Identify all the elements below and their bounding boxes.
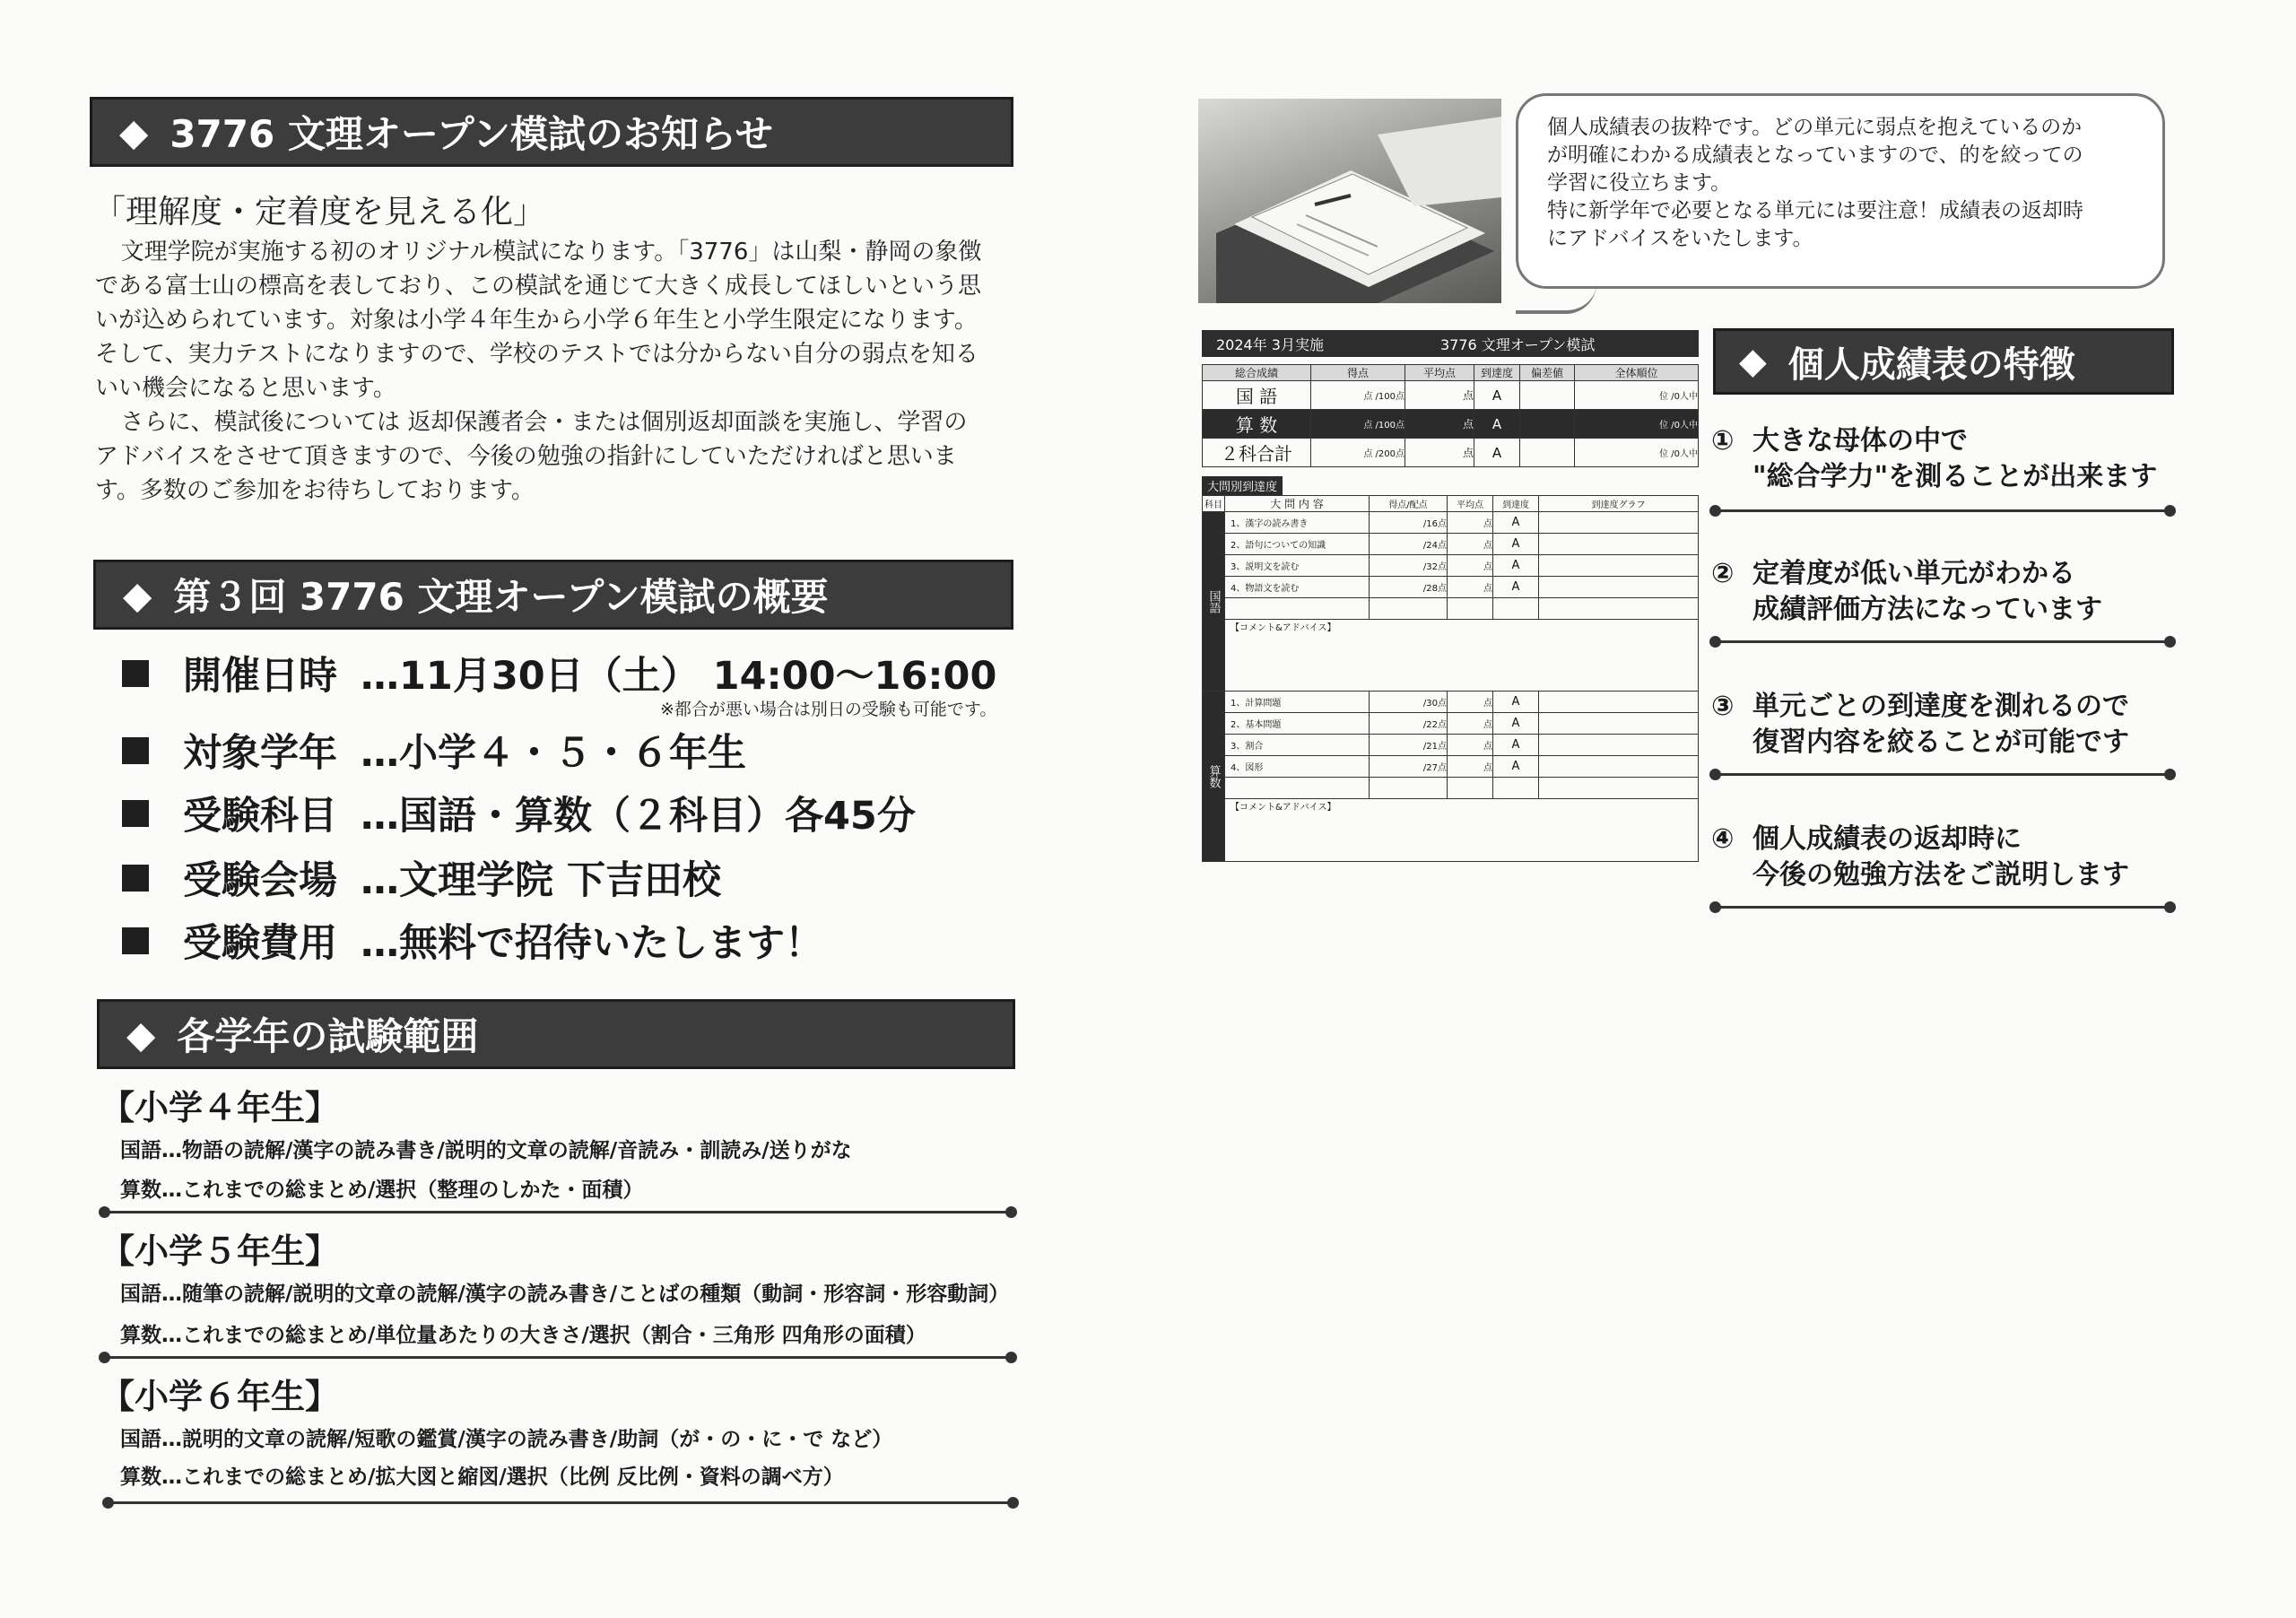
grade6-sansu: 算数…これまでの総まとめ/拡大図と縮図/選択（比例 反比例・資料の調べ方） — [120, 1466, 844, 1489]
bubble-line: 学習に役立ちます。 — [1547, 171, 1732, 195]
detail-section-label: 大問別到達度 — [1202, 476, 1283, 495]
detail-row: 2、語句についての知識 /24点 点 A — [1203, 534, 1699, 555]
overview-row-date: 開催日時 …11月30日（土） 14:00〜16:00 — [122, 646, 996, 700]
bubble-line: が明確にわかる成績表となっていますので、的を絞っての — [1547, 144, 2083, 167]
summary-head-row: 総合成績 得点 平均点 到達度 偏差値 全体順位 — [1203, 365, 1699, 381]
ranges-header — [97, 999, 1015, 1069]
detail-row: 3、説明文を読む /32点 点 A — [1203, 555, 1699, 577]
notice-paragraph: さらに、模試後については 返却保護者会・または個別返却面談を実施し、学習のアドバイスをさせて頂きますので、今後の勉強の指針にしていただければと思います。多数のご参加をお待ちしております。 — [95, 409, 968, 504]
square-bullet-icon — [122, 865, 149, 892]
divider-rule — [1715, 509, 2170, 512]
divider-rule — [1715, 906, 2170, 909]
notice-body — [95, 235, 983, 508]
notice-paragraph: 文理学院が実施する初のオリジナル模試になります。「3776」は山梨・静岡の象徴である富士山の標高を表しており、この模試を通じて大きく成長してほしいという思いが込められています。対象は小学４年生から小学６年生と小学生限定になります。そして、実力テストになりますので、学校のテストでは分からない自分の弱点を知るいい機会になると思います。 — [95, 239, 982, 402]
overview-row-venue: 受験会場 …文理学院 下吉田校 — [122, 850, 721, 905]
summary-row: ２科合計 点 /200点 点 A 位 /0人中 — [1203, 439, 1699, 467]
notice-subtitle: 「理解度・定着度を見える化」 — [93, 194, 546, 231]
grade4-kokugo: 国語…物語の読解/漢字の読み書き/説明的文章の読解/音読み・訓読み/送りがな — [120, 1139, 852, 1162]
detail-row — [1203, 778, 1699, 799]
detail-head-row: 科目 大 問 内 容 得点/配点 平均点 到達度 到達度グラフ — [1203, 496, 1699, 512]
bubble-line: 個人成績表の抜粋です。どの単元に弱点を抱えているのか — [1547, 116, 2083, 139]
overview-row-fee: 受験費用 …無料で招待いたします！ — [122, 913, 823, 968]
notice-header-text: 3776 文理オープン模試のお知らせ — [170, 112, 773, 156]
bubble-tail — [1516, 283, 1596, 314]
detail-row: 算数 1、計算問題 /30点 点 A — [1203, 692, 1699, 713]
diamond-icon: ◆ — [119, 109, 149, 154]
feature-item: ② 定着度が低い単元がわかる 成績評価方法になっています — [1711, 558, 2102, 625]
diamond-icon: ◆ — [123, 572, 152, 617]
detail-comment-row: 【コメント&アドバイス】 — [1203, 620, 1699, 692]
summary-row: 算 数 点 /100点 点 A 位 /0人中 — [1203, 410, 1699, 439]
divider-rule — [104, 1356, 1012, 1359]
grade4-title: 【小学４年生】 — [100, 1088, 340, 1127]
overview-header-text: 第３回 3776 文理オープン模試の概要 — [173, 575, 829, 619]
summary-row: 国 語 点 /100点 点 A 位 /0人中 — [1203, 381, 1699, 410]
report-card — [1202, 330, 1699, 862]
detail-row: 4、物語文を読む /28点 点 A — [1203, 577, 1699, 598]
detail-row — [1203, 598, 1699, 620]
diamond-icon: ◆ — [126, 1012, 156, 1057]
bubble-line: 特に新学年で必要となる単元には要注意！成績表の返却時 — [1547, 199, 2083, 222]
feature-item: ① 大きな母体の中で "総合学力"を測ることが出来ます — [1711, 425, 2158, 492]
features-header — [1713, 328, 2174, 395]
divider-rule — [104, 1211, 1012, 1214]
detail-row: 2、基本問題 /22点 点 A — [1203, 713, 1699, 735]
divider-rule — [1715, 640, 2170, 643]
divider-rule — [1715, 773, 2170, 776]
square-bullet-icon — [122, 800, 149, 827]
notice-header — [90, 97, 1013, 167]
detail-row: 4、図形 /27点 点 A — [1203, 756, 1699, 778]
intro-bubble — [1516, 93, 2165, 289]
feature-item: ④ 個人成績表の返却時に 今後の勉強方法をご説明します — [1711, 823, 2129, 891]
overview-header — [93, 560, 1013, 630]
report-card-title: 2024年 3月実施 3776 文理オープン模試 — [1202, 330, 1699, 357]
summary-table — [1202, 364, 1699, 467]
report-photo — [1198, 99, 1501, 303]
square-bullet-icon — [122, 737, 149, 764]
report-photo-illustration — [1198, 99, 1501, 303]
overview-row-subjects: 受験科目 …国語・算数（２科目）各45分 — [122, 786, 916, 840]
grade6-kokugo: 国語…説明的文章の読解/短歌の鑑賞/漢字の読み書き/助詞（が・の・に・で など） — [120, 1428, 893, 1451]
feature-item: ③ 単元ごとの到達度を測れるので 復習内容を絞ることが可能です — [1711, 691, 2129, 758]
overview-row-grade: 対象学年 …小学４・５・６年生 — [122, 723, 746, 778]
grade6-title: 【小学６年生】 — [100, 1377, 340, 1416]
diamond-icon: ◆ — [1739, 341, 1767, 382]
detail-comment-row: 【コメント&アドバイス】 — [1203, 799, 1699, 862]
bubble-line: にアドバイスをいたします。 — [1547, 227, 1813, 250]
ranges-header-text: 各学年の試験範囲 — [177, 1014, 479, 1058]
detail-row: 3、割合 /21点 点 A — [1203, 735, 1699, 756]
divider-rule — [108, 1501, 1013, 1504]
detail-row: 国語 1、漢字の読み書き /16点 点 A — [1203, 512, 1699, 534]
grade5-sansu: 算数…これまでの総まとめ/単位量あたりの大きさ/選択（割合・三角形 四角形の面積） — [120, 1324, 926, 1347]
square-bullet-icon — [122, 660, 149, 687]
grade5-title: 【小学５年生】 — [100, 1231, 340, 1271]
grade5-kokugo: 国語…随筆の読解/説明的文章の読解/漢字の読み書き/ことばの種類（動詞・形容詞・形容動詞） — [120, 1283, 1010, 1306]
detail-table — [1202, 495, 1699, 862]
grade4-sansu: 算数…これまでの総まとめ/選択（整理のしかた・面積） — [120, 1179, 644, 1202]
features-header-text: 個人成績表の特徴 — [1787, 344, 2075, 386]
overview-note: ※都合が悪い場合は別日の受験も可能です。 — [660, 700, 997, 719]
square-bullet-icon — [122, 927, 149, 954]
